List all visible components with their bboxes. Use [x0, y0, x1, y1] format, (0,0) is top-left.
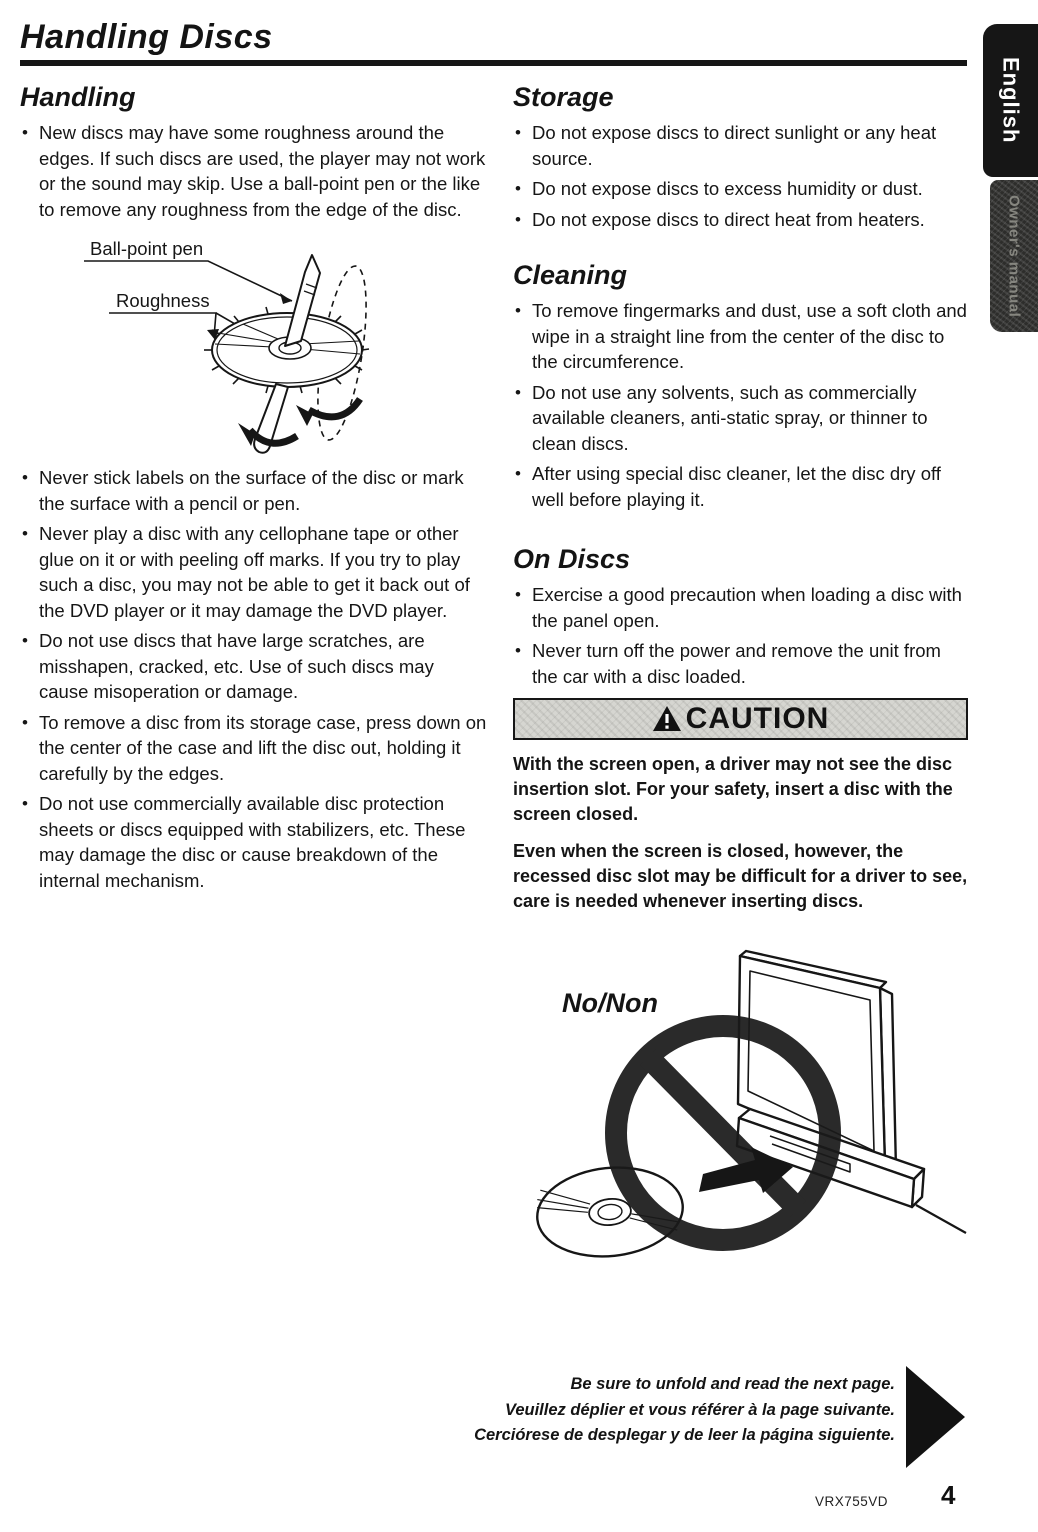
- caution-banner: [513, 698, 968, 740]
- list-item: • After using special disc cleaner, let the disc dry off well before playing it.: [513, 461, 968, 512]
- handling-intro-list: [20, 120, 488, 222]
- footnote-es: Cerciórese de desplegar y de leer la página siguiente.: [474, 1426, 895, 1444]
- list-item: • Do not expose discs to direct sunlight or any heat source.: [513, 120, 968, 171]
- no-non-label: No/Non: [562, 988, 658, 1018]
- list-item: • Never stick labels on the surface of the disc or mark the surface with a pencil or pen.: [20, 465, 488, 516]
- left-column: [20, 82, 488, 898]
- footnote-en: Be sure to unfold and read the next page.: [570, 1375, 895, 1393]
- page-title: Handling Discs: [20, 18, 273, 56]
- storage-list: [513, 120, 968, 232]
- list-item: • Never play a disc with any cellophane tape or other glue on it or with peeling off marks. If you try to play such a disc, you may not be able to get it back out of the DVD player or it may damage the DVD player.: [20, 521, 488, 623]
- diagram-roughness-label: Roughness: [116, 290, 210, 311]
- list-item: • To remove a disc from its storage case, press down on the center of the case and lift the disc out, holding it carefully by the edges.: [20, 710, 488, 787]
- tab-language-label: English: [998, 57, 1024, 144]
- caution-paragraph: Even when the screen is closed, however, the recessed disc slot may be difficult for a driver to see, care is needed whenever inserting discs.: [513, 841, 968, 911]
- cleaning-list: [513, 298, 968, 512]
- caution-label: CAUTION: [685, 702, 830, 736]
- tab-manual-label: Owner's manual: [1005, 194, 1023, 318]
- warning-triangle-icon: [652, 705, 682, 733]
- footnote-fr: Veuillez déplier et vous référer à la page suivante.: [504, 1400, 895, 1419]
- list-item: • Do not use commercially available disc protection sheets or discs equipped with stabilizers, etc. These may damage the disc or cause breakdown of the internal mechanism.: [20, 791, 488, 893]
- list-item: • Do not expose discs to excess humidity or dust.: [513, 176, 968, 202]
- next-page-arrow-icon: [906, 1366, 965, 1468]
- list-item: • Exercise a good precaution when loading a disc with the panel open.: [513, 582, 968, 633]
- storage-heading: Storage: [513, 82, 614, 112]
- caution-text: [513, 752, 968, 914]
- caution-paragraph: With the screen open, a driver may not see the disc insertion slot. For your safety, insert a disc with the screen closed.: [513, 754, 953, 824]
- list-item: • Do not use any solvents, such as commercially available cleaners, anti-static spray, or thinner to clean discs.: [513, 380, 968, 457]
- cleaning-heading: Cleaning: [513, 260, 628, 290]
- footnote: [350, 1372, 895, 1449]
- list-item: • To remove fingermarks and dust, use a soft cloth and wipe in a straight line from the center of the disc to the circumference.: [513, 298, 968, 375]
- page-number: 4: [941, 1480, 956, 1510]
- handling-heading: Handling: [20, 82, 136, 112]
- on-discs-heading: On Discs: [513, 544, 631, 574]
- list-item: • Do not expose discs to direct heat from heaters.: [513, 207, 968, 233]
- tab-language-english: [983, 24, 1038, 177]
- handling-list: [20, 465, 488, 893]
- title-rule: [20, 60, 967, 66]
- no-disc-insertion-illustration: [525, 938, 995, 1288]
- tab-owners-manual: [990, 180, 1038, 332]
- list-item: • Do not use discs that have large scratches, are misshapen, cracked, etc. Use of such discs may cause misoperation or damage.: [20, 628, 488, 705]
- model-number: VRX755VD: [815, 1494, 889, 1509]
- list-item: • New discs may have some roughness around the edges. If such discs are used, the player may not work or the sound may skip. Use a ball-point pen or the like to remove any roughness from the edge of the disc.: [20, 120, 488, 222]
- on-discs-list: [513, 582, 968, 689]
- diagram-pen-label: Ball-point pen: [90, 238, 204, 259]
- disc-pen-diagram: [54, 227, 484, 463]
- right-column: [513, 82, 968, 914]
- list-item: • Never turn off the power and remove the unit from the car with a disc loaded.: [513, 638, 968, 689]
